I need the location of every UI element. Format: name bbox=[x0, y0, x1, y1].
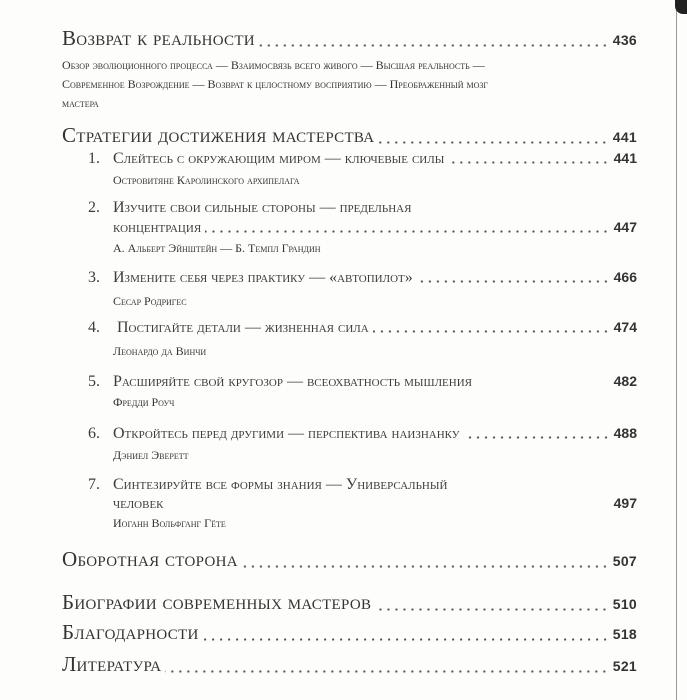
item-subtitle: Леонардо да Винчи bbox=[113, 344, 207, 358]
toc-item bbox=[113, 219, 637, 237]
item-subtitle: Фредди Роуч bbox=[113, 395, 175, 409]
item-subtitle: Сесар Родригес bbox=[113, 294, 187, 308]
dot-leader bbox=[205, 230, 609, 233]
subtitle-line: Современное Возрождение — Возврат к целостному восприятию — Преображенный мозг bbox=[62, 77, 489, 91]
toc-item bbox=[113, 269, 637, 287]
subtitle-line: Обзор эволюционного процесса — Взаимосвязь всего живого — Высшая реальность — bbox=[62, 58, 485, 72]
page-number: 466 bbox=[613, 269, 637, 285]
dot-leader bbox=[448, 161, 609, 164]
item-number: 4. bbox=[88, 319, 100, 336]
dot-leader bbox=[417, 280, 610, 283]
toc-entry-biographies bbox=[62, 590, 637, 615]
page-number: 436 bbox=[612, 32, 637, 48]
page-number: 488 bbox=[613, 425, 637, 441]
toc-entry-reverse-side bbox=[62, 547, 637, 572]
page-edge bbox=[676, 0, 677, 700]
page-corner bbox=[675, 0, 687, 14]
page-number: 474 bbox=[613, 319, 637, 335]
item-text: Слейтесь с окружающим миром — ключевые силы bbox=[113, 150, 445, 167]
item-text: Изучите свои сильные стороны — предельная bbox=[113, 199, 412, 216]
heading-text: Стратегии достижения мастерства bbox=[62, 123, 375, 147]
heading-text: Биографии современных мастеров bbox=[62, 590, 372, 614]
toc-heading bbox=[62, 26, 637, 51]
dot-leader bbox=[168, 506, 610, 509]
page-number: 482 bbox=[613, 373, 637, 389]
item-number: 7. bbox=[88, 476, 100, 493]
item-text: Откройтесь перед другими — перспектива наизнанку bbox=[113, 425, 460, 442]
item-number: 5. bbox=[88, 373, 100, 390]
item-number: 3. bbox=[88, 269, 100, 286]
item-text: концентрация bbox=[113, 219, 202, 236]
item-subtitle: А. Альберт Эйнштейн — Б. Темпл Грандин bbox=[113, 241, 321, 255]
dot-leader bbox=[203, 638, 609, 641]
item-text: Постигайте детали — жизненная сила bbox=[117, 319, 369, 336]
item-text: человек bbox=[113, 495, 164, 512]
page-number: 518 bbox=[612, 626, 637, 642]
item-subtitle: Островитяне Каролинского архипелага bbox=[113, 173, 300, 187]
dot-leader bbox=[464, 436, 610, 439]
heading-text: Литература bbox=[62, 652, 162, 676]
page-number: 507 bbox=[612, 553, 637, 569]
page-number: 441 bbox=[612, 129, 637, 145]
toc-item bbox=[117, 319, 637, 337]
page-number: 521 bbox=[612, 658, 637, 674]
item-subtitle: Иоганн Вольфганг Гёте bbox=[113, 516, 226, 530]
page-number: 441 bbox=[613, 150, 637, 166]
toc-entry-acknowledgements bbox=[62, 620, 637, 645]
page-number: 497 bbox=[613, 495, 637, 511]
item-subtitle: Дэниел Эверетт bbox=[113, 448, 189, 462]
item-text: Синтезируйте все формы знания — Универсальный bbox=[113, 476, 448, 493]
dot-leader bbox=[373, 330, 610, 333]
subtitle-line: мастера bbox=[62, 96, 99, 110]
item-text: Расширяйте свой кругозор — всеохватность мышления bbox=[113, 373, 472, 390]
toc-item bbox=[113, 425, 637, 443]
toc-entry-literature bbox=[62, 652, 637, 677]
heading-text: Оборотная сторона bbox=[62, 547, 238, 571]
item-number: 2. bbox=[88, 199, 100, 216]
item-text: Измените себя через практику — «автопилот» bbox=[113, 269, 413, 286]
dot-leader bbox=[259, 44, 609, 47]
toc-heading bbox=[62, 123, 637, 148]
dot-leader bbox=[242, 565, 609, 568]
toc-item bbox=[113, 150, 637, 168]
dot-leader bbox=[476, 384, 610, 387]
heading-text: Благодарности bbox=[62, 620, 199, 644]
toc-item bbox=[113, 373, 637, 391]
dot-leader bbox=[378, 141, 608, 144]
item-number: 6. bbox=[88, 425, 100, 442]
dot-leader bbox=[165, 670, 608, 673]
item-number: 1. bbox=[88, 150, 100, 167]
toc-item bbox=[113, 495, 637, 513]
dot-leader bbox=[375, 608, 608, 611]
page-number: 510 bbox=[612, 596, 637, 612]
page-number: 447 bbox=[613, 219, 637, 235]
heading-text: Возврат к реальности bbox=[62, 26, 255, 50]
